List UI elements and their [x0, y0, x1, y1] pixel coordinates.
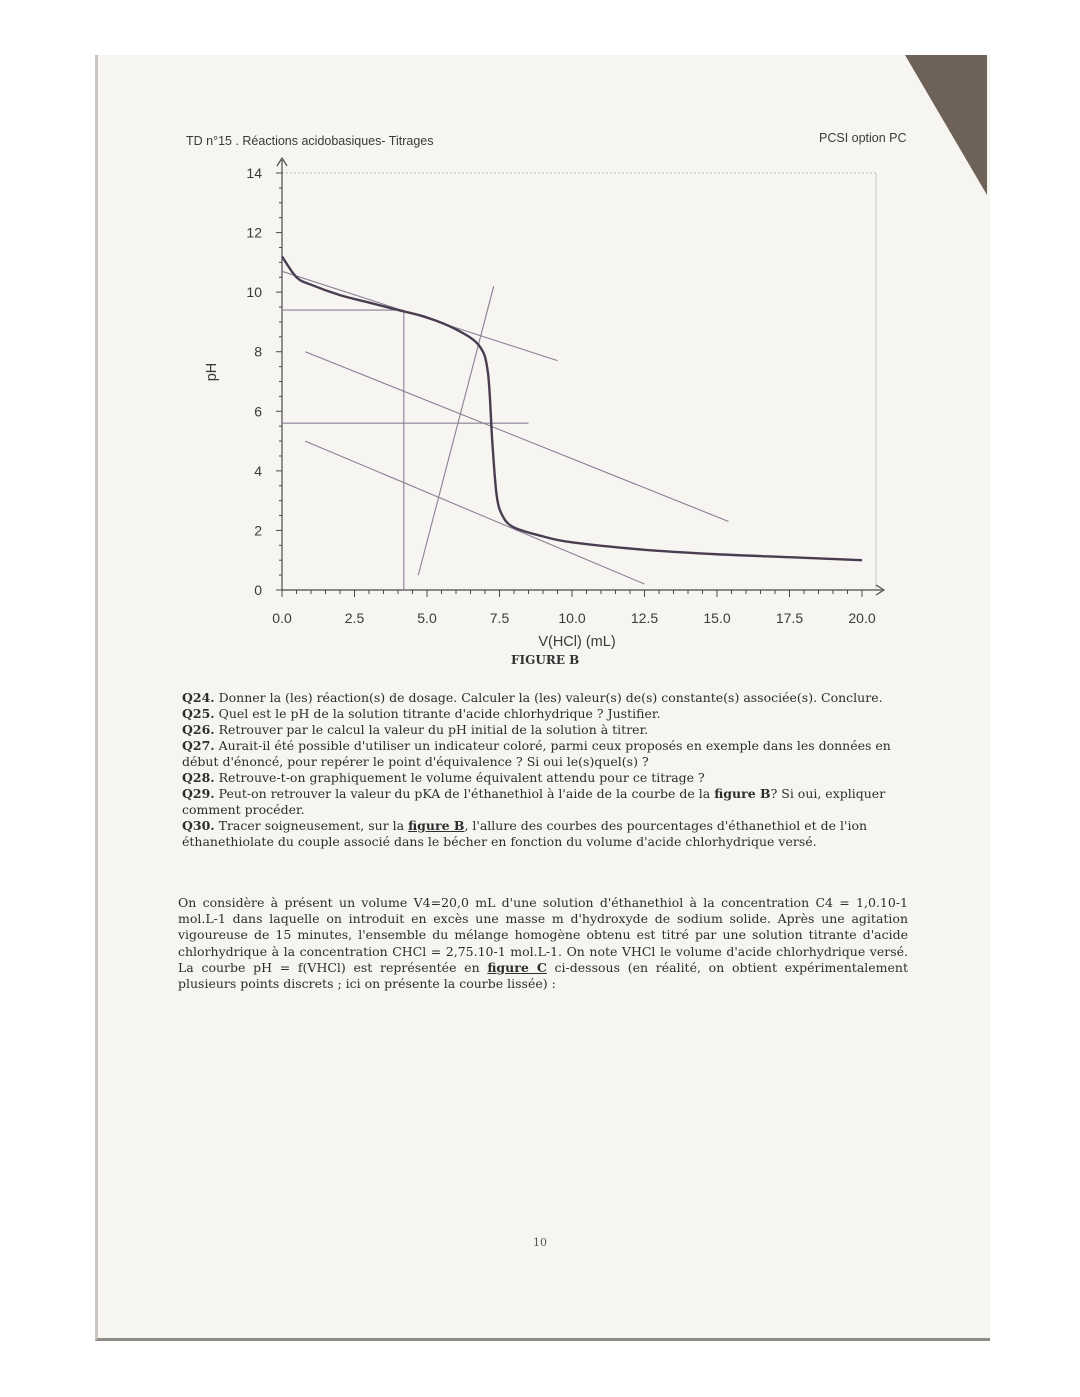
question-number: Q30.: [182, 818, 215, 833]
figure-caption: FIGURE B: [511, 653, 580, 667]
question-25: [182, 706, 910, 722]
x-tick-label: 5.0: [417, 610, 437, 626]
y-tick-label: 6: [254, 403, 262, 420]
titration-curve: [282, 256, 862, 560]
x-axis-title: V(HCl) (mL): [538, 634, 616, 650]
question-text: Quel est le pH de la solution titrante d'acide chlorhydrique ? Justifier.: [214, 706, 661, 721]
document-header-title: TD n°15 . Réactions acidobasiques- Titrages: [186, 134, 434, 148]
figure-reference: figure B: [714, 786, 771, 801]
question-text: , l'allure des courbes des pourcentages d'éthanethiol et de l'ion éthanethiolate du couple associé dans le bécher en fonction du volume d'acide chlorhydrique versé.: [182, 818, 868, 849]
question-text: Tracer soigneusement, sur la: [214, 818, 409, 833]
question-29: [182, 786, 910, 818]
figure-reference-link[interactable]: figure B: [408, 818, 465, 833]
x-tick-label: 0.0: [272, 610, 292, 626]
question-text: ? Si oui, expliquer comment procéder.: [182, 786, 886, 817]
titration-curve-layer: [282, 256, 862, 560]
x-tick-label: 7.5: [489, 610, 510, 626]
page-number: 10: [533, 1236, 547, 1249]
y-tick-label: 12: [246, 224, 262, 241]
question-text: Retrouver par le calcul la valeur du pH initial de la solution à titrer.: [214, 722, 649, 737]
question-24: [182, 690, 910, 706]
y-tick-label: 8: [254, 343, 262, 360]
y-tick-label: 10: [246, 284, 262, 301]
intro-text-end: ci-dessous (en réalité, on obtient expérimentalement plusieurs points discrets ; ici on présente la courbe lissée) :: [178, 959, 908, 992]
y-tick-label: 2: [254, 522, 262, 539]
question-text: Peut-on retrouver la valeur du pKA de l'éthanethiol à l'aide de la courbe de la: [214, 786, 715, 801]
figure-c-link[interactable]: figure C: [487, 959, 547, 975]
y-tick-label: 0: [254, 582, 262, 598]
question-text: Donner la (les) réaction(s) de dosage. Calculer la (les) valeur(s) de(s) constante(s) associée(s). Conclure.: [214, 690, 883, 705]
question-number: Q27.: [182, 738, 215, 753]
document-header-course: PCSI option PC: [819, 131, 907, 145]
construction-line-median-parallel: [305, 441, 644, 584]
x-tick-label: 17.5: [775, 610, 804, 626]
chart-axes: [276, 158, 884, 597]
question-number: Q25.: [182, 706, 215, 721]
x-tick-label: 2.5: [344, 610, 365, 626]
intro-paragraph: [178, 895, 908, 992]
question-number: Q29.: [182, 786, 215, 801]
questions-block: [182, 690, 910, 850]
y-tick-label: 4: [254, 462, 262, 479]
intro-text: On considère à présent un volume V4=20,0 mL d'une solution d'éthanethiol à la concentration C4 = 1,0.10-1 mol.L-1 dans laquelle on introduit en excès une masse m d'hydroxyde de sodium solide. Après une agitation vigoureuse de 15 minutes, l'ensemble du mélange homogène obtenu est titré par une solution titrante d'acide chlorhydrique à la concentration CHCl = 2,75.10-1 mol.L-1. On note VHCl le volume d'acide chlorhydrique versé. La courbe pH = f(VHCl) est représentée en: [178, 895, 908, 975]
question-28: [182, 770, 910, 786]
y-axis-title: pH: [204, 362, 220, 382]
x-tick-label: 20.0: [848, 610, 876, 626]
x-tick-label: 10.0: [558, 610, 586, 626]
construction-lines: [282, 271, 729, 590]
question-number: Q26.: [182, 722, 215, 737]
question-30: [182, 818, 910, 850]
question-27: [182, 738, 910, 770]
question-26: [182, 722, 910, 738]
y-tick-label: 14: [246, 165, 262, 181]
question-text: Retrouve-t-on graphiquement le volume équivalent attendu pour ce titrage ?: [214, 770, 705, 785]
question-number: Q24.: [182, 690, 215, 705]
x-tick-label: 15.0: [703, 610, 731, 626]
x-tick-label: 12.5: [630, 610, 659, 626]
question-text: Aurait-il été possible d'utiliser un indicateur coloré, parmi ceux proposés en exemple dans les données en début d'énoncé, pour repérer le point d'équivalence ? Si oui le(s)quel(s) ?: [182, 738, 891, 769]
chart-labels: [204, 165, 876, 650]
question-number: Q28.: [182, 770, 215, 785]
construction-line-tangent-lower: [305, 352, 728, 522]
